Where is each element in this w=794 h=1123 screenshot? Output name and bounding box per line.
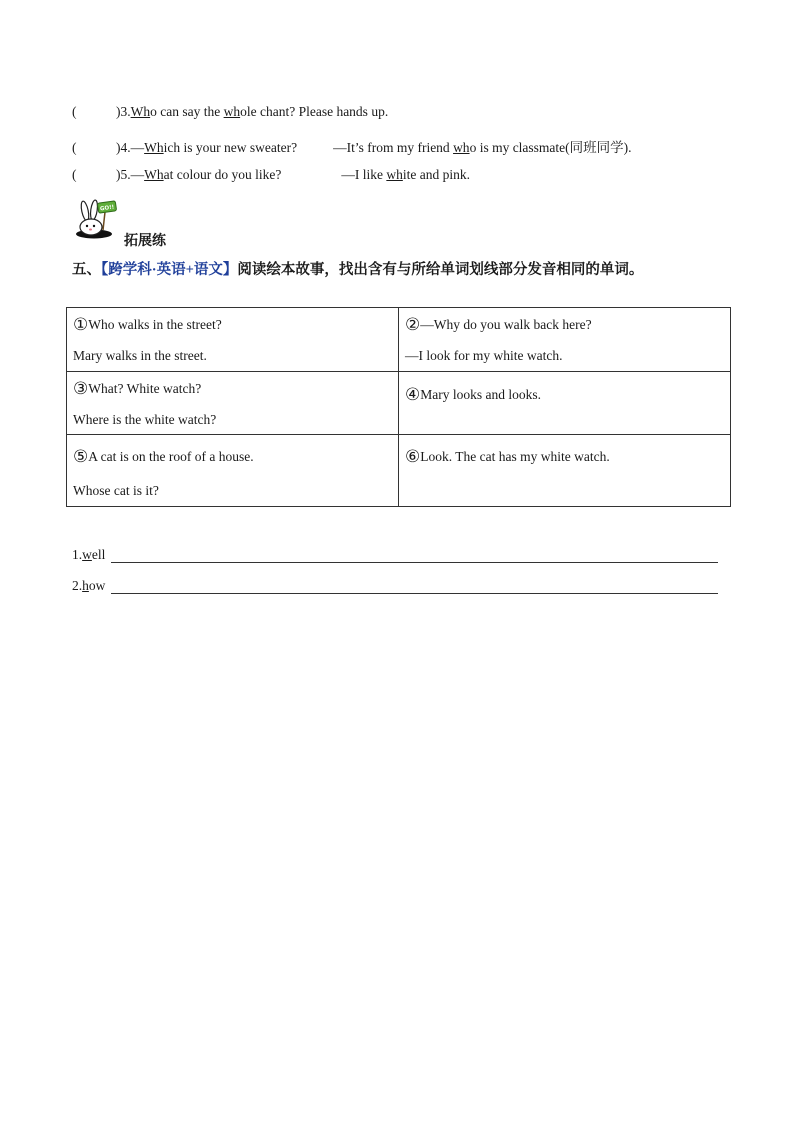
go-sign-text: GO!!: [99, 204, 115, 213]
question-4: [72, 136, 632, 156]
question-dash: —: [130, 167, 145, 182]
story-line: —I look for my white watch.: [405, 348, 563, 363]
panel-number: ①: [73, 315, 89, 334]
extension-practice-label: 拓展练: [124, 234, 166, 249]
story-line: Look. The cat has my white watch.: [420, 449, 610, 464]
story-cell: [67, 435, 399, 507]
panel-number: ②: [405, 315, 421, 334]
question-number: )3.: [116, 104, 131, 119]
underlined-sound: h: [82, 578, 89, 593]
section-tag: 【跨学科·英语+语文】: [101, 262, 238, 278]
table-row: [67, 308, 731, 372]
answer-line-1: [72, 547, 718, 563]
underlined-sound: wh: [223, 104, 241, 119]
answer-bracket-open: (: [72, 167, 77, 182]
underlined-sound: Wh: [144, 167, 164, 182]
answer-bracket-open: (: [72, 104, 77, 119]
question-5: [72, 167, 470, 183]
answer-blank[interactable]: [111, 548, 718, 563]
question-dash: —: [130, 140, 145, 155]
story-cell: [67, 372, 399, 435]
story-cell: [399, 308, 731, 372]
question-text: ich is your new sweater?: [163, 140, 298, 155]
answer-text: ite and pink.: [402, 167, 470, 182]
question-3: [72, 104, 388, 120]
panel-number: ③: [73, 379, 89, 398]
answer-text: o is my classmate(同班同学).: [469, 140, 632, 155]
underlined-sound: w: [82, 547, 92, 562]
underlined-sound: wh: [453, 140, 470, 155]
story-table: [66, 307, 731, 507]
answer-bracket-open: (: [72, 140, 77, 155]
answer-number: 2.: [72, 578, 83, 593]
story-line: Where is the white watch?: [73, 412, 217, 427]
panel-number: ④: [405, 385, 421, 404]
table-row: [67, 372, 731, 435]
given-word: ell: [91, 547, 106, 562]
story-line: —Why do you walk back here?: [420, 317, 592, 332]
answer-blank[interactable]: [111, 579, 718, 594]
story-cell: [67, 308, 399, 372]
answer-line-2: [72, 578, 718, 594]
story-line: Mary walks in the street.: [73, 348, 207, 363]
table-row: [67, 435, 731, 507]
story-line: What? White watch?: [88, 381, 202, 396]
question-number: )4.: [116, 140, 131, 155]
answer-text: —It’s from my friend: [333, 140, 454, 155]
bunny-go-sign-icon: [74, 198, 120, 240]
story-line: Whose cat is it?: [73, 483, 159, 498]
answer-text: —I like: [341, 167, 387, 182]
story-cell: [399, 372, 731, 435]
panel-number: ⑤: [73, 447, 89, 466]
section-heading: [72, 258, 643, 279]
question-text: at colour do you like?: [163, 167, 282, 182]
story-cell: [399, 435, 731, 507]
question-text: o can say the: [150, 104, 224, 119]
given-word: ow: [88, 578, 106, 593]
section-number: 五、: [72, 262, 101, 278]
story-line: A cat is on the roof of a house.: [88, 449, 254, 464]
underlined-sound: wh: [386, 167, 403, 182]
panel-number: ⑥: [405, 447, 421, 466]
question-number: )5.: [116, 167, 131, 182]
story-line: Mary looks and looks.: [420, 387, 541, 402]
answer-number: 1.: [72, 547, 83, 562]
question-text: ole chant? Please hands up.: [240, 104, 389, 119]
underlined-sound: Wh: [144, 140, 164, 155]
story-line: Who walks in the street?: [88, 317, 222, 332]
section-instruction: 阅读绘本故事，找出含有与所给单词划线部分发音相同的单词。: [237, 262, 644, 278]
underlined-sound: Wh: [130, 104, 151, 119]
